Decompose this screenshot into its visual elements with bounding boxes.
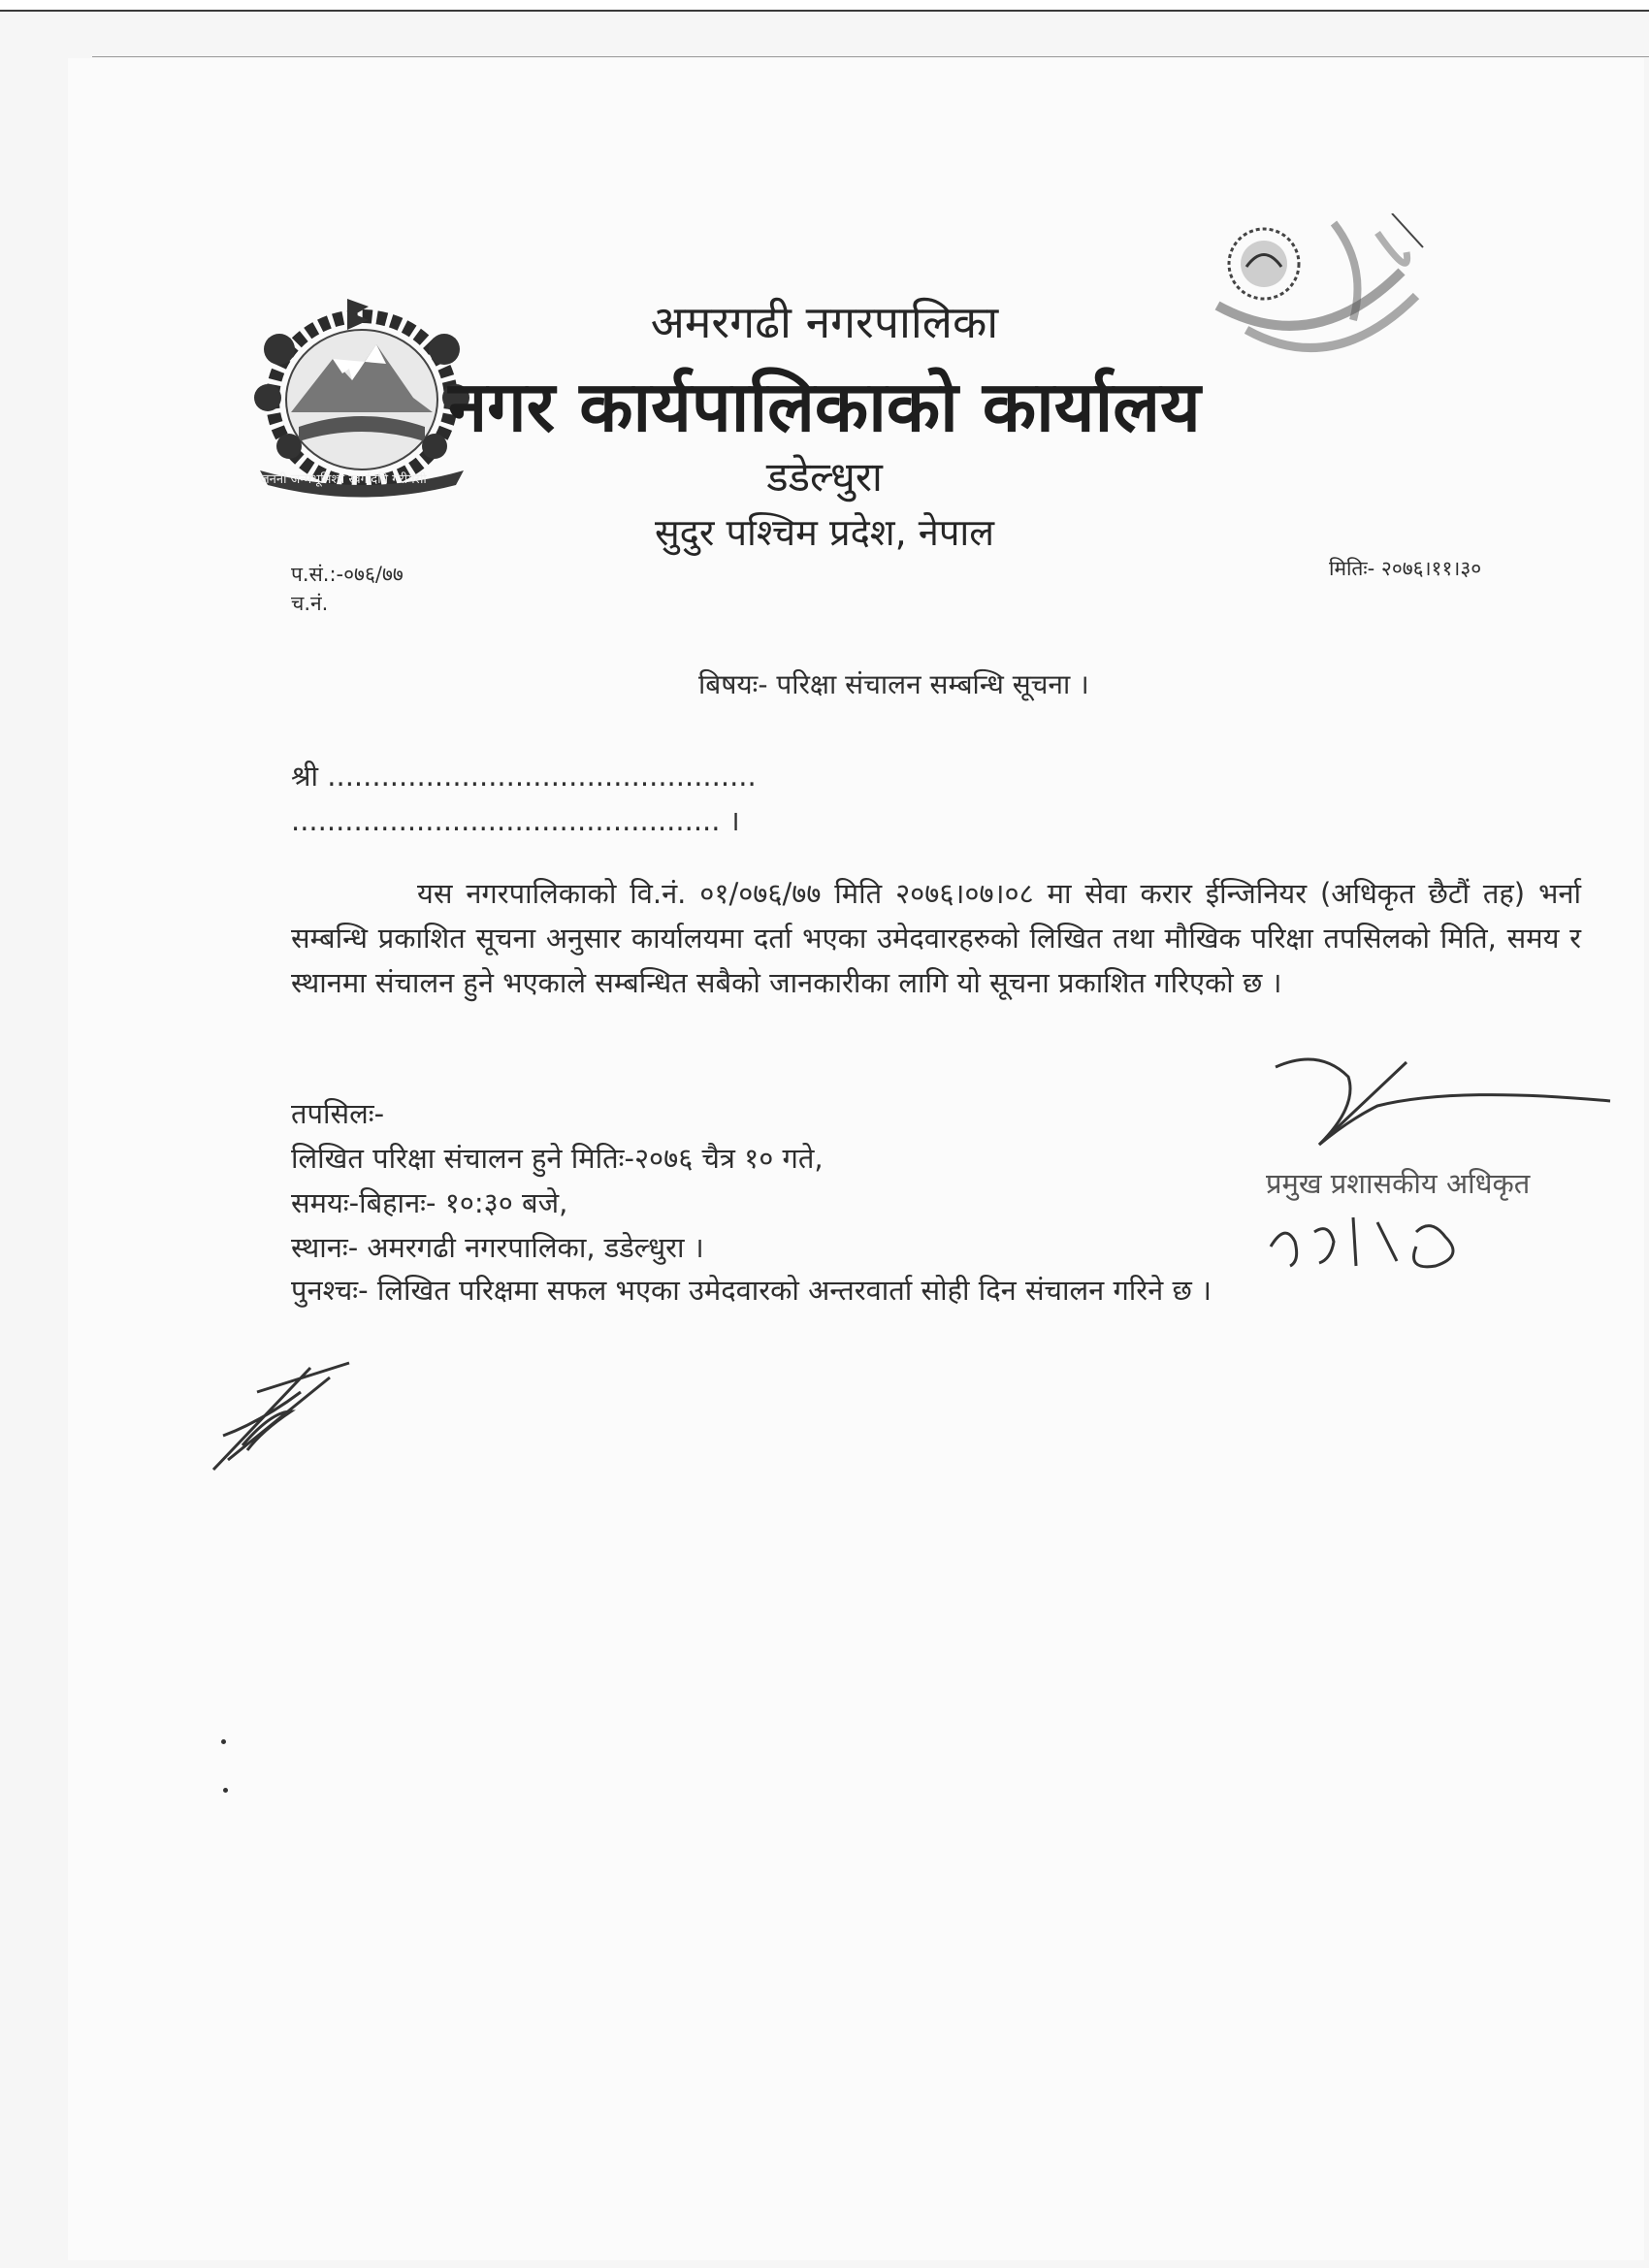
scan-edge — [0, 0, 1649, 10]
exam-time-line: समयः-बिहानः- १०:३० बजे, — [291, 1186, 568, 1219]
exam-place-line: स्थानः- अमरगढी नगरपालिका, डडेल्धुरा । — [291, 1231, 704, 1264]
postscript-line: पुनश्चः- लिखित परिक्षमा सफल भएका उमेदवारको अन्तरवार्ता सोही दिन संचालन गरिने छ । — [291, 1274, 1212, 1307]
schedule-heading: तपसिलः- — [291, 1097, 385, 1130]
notice-body — [291, 871, 1581, 1005]
subject-line: बिषयः- परिक्षा संचालन सम्बन्धि सूचना । — [698, 668, 1089, 700]
handwritten-date-icon — [1261, 1203, 1484, 1276]
municipality-name: अमरगढी नगरपालिका — [650, 296, 999, 348]
notice-paragraph: यस नगरपालिकाको वि.नं. ०१/०७६/७७ मिति २०७६।०७।०८ मा सेवा करार ईन्जिनियर (अधिकृत छैटौं तह) भर्ना सम्बन्धि प्रकाशित सूचना अनुसार कार्यालयमा दर्ता भएका उमेदवारहरुको लिखित तथा मौखिक परिक्षा तपसिलको मिति, समय र स्थानमा संचालन हुने भएकाले सम्बन्धित सबैको जानकारीका लागि यो सूचना प्रकाशित गरिएको छ । — [291, 877, 1581, 999]
scan-speck — [223, 1788, 228, 1793]
initials-signature-icon — [204, 1353, 359, 1479]
signatory-title: प्रमुख प्रशासकीय अधिकृत — [1266, 1167, 1531, 1200]
scan-speck — [221, 1739, 226, 1744]
district-name: डडेल्धुरा — [766, 453, 883, 501]
ref-number: प.सं.:-०७६/७७ — [291, 563, 404, 586]
emblem-motto: जननी जन्मभूमिश्च स्वर्गादपि गरीयसी — [260, 472, 427, 487]
province-name: सुदुर पश्चिम प्रदेश, नेपाल — [654, 511, 995, 554]
signature-icon — [1261, 1048, 1620, 1183]
exam-date-line: लिखित परिक्षा संचालन हुने मितिः-२०७६ चैत्र १० गते, — [291, 1142, 824, 1175]
scan-border-line — [0, 10, 1649, 12]
addressee-line-2: ................................................ । — [291, 804, 740, 837]
letter-date: मितिः- २०७६।११।३० — [1329, 557, 1482, 580]
dispatch-number: च.नं. — [291, 592, 329, 615]
office-title: नगर कार्यपालिकाको कार्यालय — [448, 366, 1201, 447]
paper-top-edge — [92, 56, 1649, 57]
addressee-line-1: श्री ................................................ — [291, 760, 757, 793]
